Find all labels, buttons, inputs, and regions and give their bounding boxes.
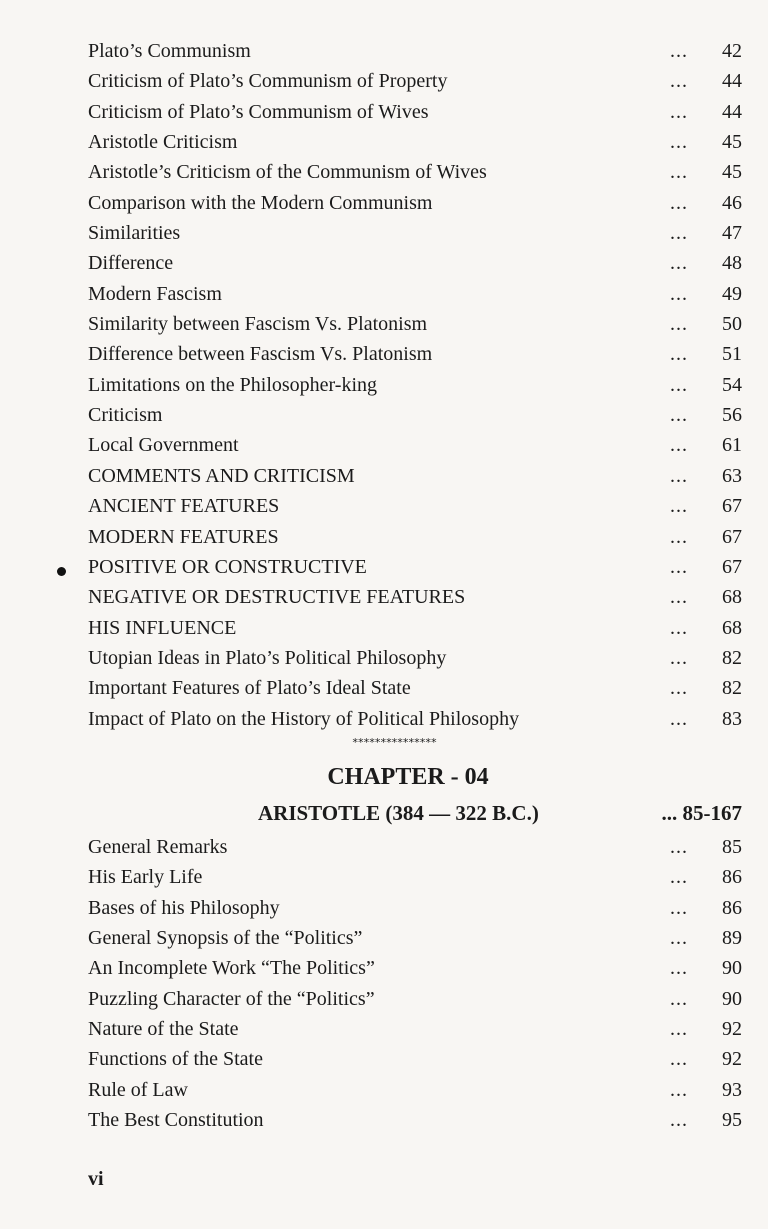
bullet-mark [57, 567, 66, 576]
toc-entry-page: 89 [722, 927, 742, 950]
toc-entry [88, 923, 744, 953]
toc-entry-title: General Synopsis of the “Politics” [88, 927, 363, 950]
toc-entry-title: General Remarks [88, 836, 228, 858]
toc-entry-leader: ... [670, 896, 688, 919]
toc-entry [88, 862, 744, 892]
toc-entry-page: 49 [722, 282, 742, 305]
toc-entry [88, 582, 744, 612]
toc-entry-leader: ... [670, 927, 688, 950]
toc-entry [88, 893, 744, 923]
toc-entry-title: The Best Constitution [88, 1109, 264, 1132]
toc-entry-title: Aristotle Criticism [88, 131, 238, 154]
toc-section-aristotle [88, 832, 744, 1135]
toc-entry-leader: ... [670, 646, 688, 669]
toc-entry [88, 613, 744, 643]
toc-entry-leader: ... [670, 100, 688, 123]
toc-entry-leader: ... [670, 555, 688, 578]
toc-entry-leader: ... [670, 1048, 688, 1071]
toc-entry-page: 92 [722, 1018, 742, 1041]
toc-entry-title: NEGATIVE OR DESTRUCTIVE FEATURES [88, 586, 466, 609]
toc-entry-title: Similarity between Fascism Vs. Platonism [88, 313, 428, 336]
toc-entry [88, 400, 744, 430]
toc-entry [88, 552, 744, 582]
toc-entry-leader: ... [670, 131, 688, 154]
toc-entry-page: 48 [722, 252, 742, 275]
toc-entry-leader: ... [670, 434, 688, 457]
section-separator: *************** [351, 736, 437, 749]
toc-entry-title: Criticism of Plato’s Communism of Wives [88, 100, 429, 123]
toc-entry-page: 93 [722, 1078, 742, 1101]
toc-entry-page: 51 [722, 343, 742, 366]
toc-entry [88, 704, 744, 734]
toc-entry-title: Bases of his Philosophy [88, 896, 280, 919]
toc-entry-page: 90 [722, 957, 742, 980]
toc-entry-leader: ... [670, 495, 688, 518]
toc-entry-leader: ... [670, 836, 688, 858]
toc-entry-leader: ... [670, 987, 688, 1010]
toc-entry-title: An Incomplete Work “The Politics” [88, 957, 375, 980]
toc-entry-page: 46 [722, 191, 742, 214]
toc-entry-leader: ... [670, 373, 688, 396]
chapter-subtitle: ARISTOTLE (384 — 322 B.C.) [258, 801, 539, 825]
toc-entry-leader: ... [670, 161, 688, 184]
toc-entry [88, 309, 744, 339]
toc-entry-page: 45 [722, 131, 742, 154]
toc-entry [88, 279, 744, 309]
toc-entry-leader: ... [670, 1018, 688, 1041]
toc-entry-page: 42 [722, 40, 742, 62]
toc-entry-leader: ... [670, 282, 688, 305]
toc-entry-leader: ... [670, 525, 688, 548]
toc-entry [88, 430, 744, 460]
toc-section-plato [88, 36, 744, 734]
toc-entry-title: Difference between Fascism Vs. Platonism [88, 343, 433, 366]
toc-entry-page: 82 [722, 646, 742, 669]
toc-entry [88, 832, 744, 862]
toc-entry-title: Criticism of Plato’s Communism of Property [88, 70, 448, 93]
toc-entry-leader: ... [670, 404, 688, 427]
toc-entry [88, 984, 744, 1014]
toc-entry [88, 188, 744, 218]
toc-entry-title: HIS INFLUENCE [88, 616, 237, 639]
toc-entry-leader: ... [670, 707, 688, 730]
toc-entry [88, 66, 744, 96]
toc-entry-page: 90 [722, 987, 742, 1010]
toc-entry-leader: ... [670, 252, 688, 275]
toc-entry [88, 339, 744, 369]
toc-entry-leader: ... [670, 343, 688, 366]
toc-entry [88, 491, 744, 521]
toc-entry [88, 673, 744, 703]
toc-entry [88, 157, 744, 187]
toc-entry-page: 56 [722, 404, 742, 427]
toc-entry-title: Nature of the State [88, 1018, 239, 1041]
toc-entry-leader: ... [670, 677, 688, 700]
chapter-page-range: ... 85-167 [661, 801, 742, 825]
toc-entry [88, 461, 744, 491]
toc-entry [88, 127, 744, 157]
toc-entry-page: 67 [722, 555, 742, 578]
toc-entry [88, 953, 744, 983]
toc-entry-title: MODERN FEATURES [88, 525, 279, 548]
toc-entry-title: Aristotle’s Criticism of the Communism of Wives [88, 161, 487, 184]
toc-entry-leader: ... [670, 70, 688, 93]
toc-entry-leader: ... [670, 191, 688, 214]
toc-entry-page: 44 [722, 100, 742, 123]
toc-entry-leader: ... [670, 1078, 688, 1101]
toc-entry [88, 643, 744, 673]
toc-entry-leader: ... [670, 40, 688, 62]
toc-entry-page: 92 [722, 1048, 742, 1071]
toc-entry-title: His Early Life [88, 866, 203, 889]
toc-entry-leader: ... [670, 616, 688, 639]
toc-entry-page: 67 [722, 525, 742, 548]
toc-entry-page: 63 [722, 464, 742, 487]
toc-entry-title: ANCIENT FEATURES [88, 495, 280, 518]
toc-entry [88, 36, 744, 66]
toc-entry-page: 50 [722, 313, 742, 336]
toc-entry-title: POSITIVE OR CONSTRUCTIVE [88, 555, 367, 578]
toc-entry-title: COMMENTS AND CRITICISM [88, 464, 355, 487]
toc-entry [88, 248, 744, 278]
toc-entry [88, 1105, 744, 1135]
toc-entry-page: 82 [722, 677, 742, 700]
toc-entry-title: Functions of the State [88, 1048, 263, 1071]
toc-entry-page: 61 [722, 434, 742, 457]
toc-entry-title: Puzzling Character of the “Politics” [88, 987, 375, 1010]
toc-entry-leader: ... [670, 464, 688, 487]
toc-entry-leader: ... [670, 313, 688, 336]
toc-entry [88, 1014, 744, 1044]
toc-entry-page: 54 [722, 373, 742, 396]
toc-entry [88, 370, 744, 400]
toc-entry-page: 86 [722, 866, 742, 889]
toc-entry [88, 218, 744, 248]
toc-entry-page: 86 [722, 896, 742, 919]
toc-entry-page: 68 [722, 616, 742, 639]
toc-entry-leader: ... [670, 586, 688, 609]
toc-entry-title: Difference [88, 252, 174, 275]
toc-entry [88, 1044, 744, 1074]
toc-entry [88, 522, 744, 552]
toc-entry-page: 47 [722, 222, 742, 245]
toc-entry-page: 85 [722, 836, 742, 858]
toc-entry-title: Utopian Ideas in Plato’s Political Philosophy [88, 646, 447, 669]
toc-entry-title: Important Features of Plato’s Ideal State [88, 677, 411, 700]
toc-entry-title: Local Government [88, 434, 239, 457]
toc-entry-title: Modern Fascism [88, 282, 222, 305]
toc-entry-leader: ... [670, 222, 688, 245]
toc-entry-title: Criticism [88, 404, 163, 427]
toc-entry-leader: ... [670, 957, 688, 980]
toc-entry-leader: ... [670, 1109, 688, 1132]
toc-entry-title: Comparison with the Modern Communism [88, 191, 433, 214]
toc-entry-page: 95 [722, 1109, 742, 1132]
toc-entry-page: 83 [722, 707, 742, 730]
toc-entry-page: 44 [722, 70, 742, 93]
chapter-heading: CHAPTER - 04 [327, 764, 489, 790]
toc-entry-title: Rule of Law [88, 1078, 188, 1101]
toc-entry [88, 1075, 744, 1105]
toc-entry-page: 68 [722, 586, 742, 609]
toc-entry-page: 45 [722, 161, 742, 184]
page-number: vi [88, 1168, 104, 1190]
toc-entry-title: Plato’s Communism [88, 40, 251, 62]
toc-entry [88, 97, 744, 127]
toc-entry-title: Impact of Plato on the History of Political Philosophy [88, 707, 520, 730]
toc-entry-title: Limitations on the Philosopher-king [88, 373, 378, 396]
toc-entry-title: Similarities [88, 222, 181, 245]
toc-entry-leader: ... [670, 866, 688, 889]
toc-entry-page: 67 [722, 495, 742, 518]
